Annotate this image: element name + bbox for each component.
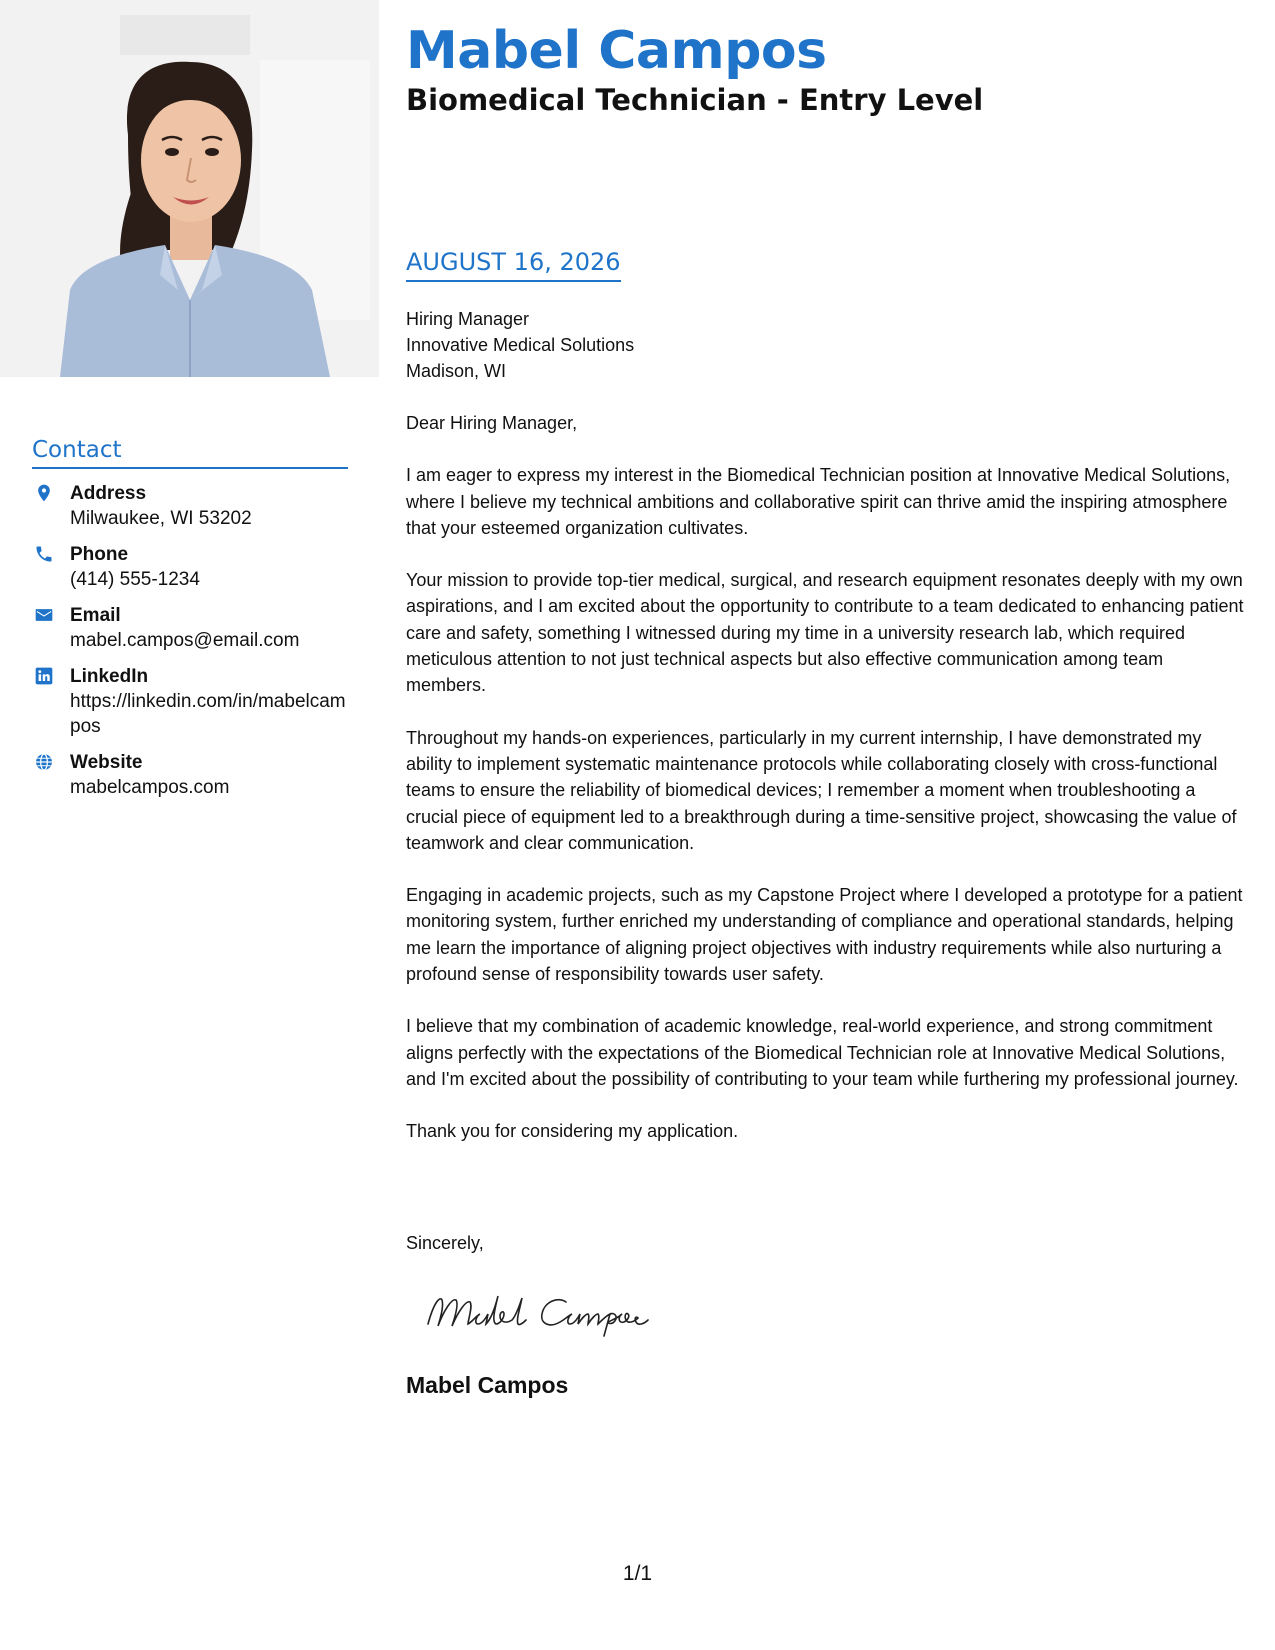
applicant-role: Biomedical Technician - Entry Level — [406, 83, 984, 117]
letter-paragraph: Your mission to provide top-tier medical, surgical, and research equipment resonates deeply with my own aspirations, and I am excited about the opportunity to contribute to a team dedicated to enhancing patient care and safety, something I witnessed during my time in a university research lab, which required meticulous attention to not just technical aspects but also effective communication among team members. — [406, 570, 1244, 696]
closing: Sincerely, — [406, 1233, 484, 1253]
envelope-icon — [34, 605, 54, 625]
contact-address — [32, 481, 348, 531]
letter-paragraph: Thank you for considering my application. — [406, 1121, 739, 1142]
linkedin-label: LinkedIn — [70, 666, 149, 687]
letter-header — [406, 20, 1246, 118]
page-number: 1/1 — [622, 1562, 653, 1585]
contact-heading: Contact — [32, 435, 348, 469]
letter-body — [406, 410, 1248, 1171]
address-label: Address — [70, 483, 147, 504]
salutation: Dear Hiring Manager, — [406, 413, 578, 433]
letter-paragraph: I believe that my combination of academic knowledge, real-world experience, and strong commitment aligns perfectly with the expectations of the Biomedical Technician role at Innovative Medical Solutions, and I'm excited about the possibility of contributing to your team while furthering my professional journey. — [406, 1016, 1239, 1089]
globe-icon — [34, 752, 54, 772]
handwritten-signature — [420, 1282, 660, 1342]
recipient-location: Madison, WI — [406, 361, 507, 381]
contact-linkedin — [32, 664, 348, 739]
contact-phone — [32, 542, 348, 592]
phone-icon — [34, 544, 54, 564]
portrait-illustration — [0, 0, 379, 377]
letter-paragraph: I am eager to express my interest in the Biomedical Technician position at Innovative Medical Solutions, where I believe my technical ambitions and collaborative spirit can thrive amid the inspiring atmosphere that your esteemed organization cultivates. — [406, 465, 1231, 538]
linkedin-icon — [34, 666, 54, 686]
phone-value: (414) 555-1234 — [70, 569, 200, 590]
recipient-block — [406, 306, 634, 384]
address-value: Milwaukee, WI 53202 — [70, 508, 252, 529]
recipient-title: Hiring Manager — [406, 309, 530, 329]
signed-name: Mabel Campos — [406, 1372, 569, 1398]
recipient-company: Innovative Medical Solutions — [406, 335, 635, 355]
letter-paragraph: Throughout my hands-on experiences, particularly in my current internship, I have demonstrated my ability to implement systematic maintenance protocols while collaborating closely with cross-functional teams to ensure the reliability of biomedical devices; I remember a moment when troubleshooting a crucial piece of equipment led to a breakthrough during a time-sensitive project, showcasing the value of teamwork and clear communication. — [406, 727, 1237, 853]
sidebar — [32, 435, 348, 800]
letter-paragraph: Engaging in academic projects, such as my Capstone Project where I developed a prototype for a patient monitoring system, further enriched my understanding of compliance and operational standards, helping me learn the importance of aligning project objectives with industry requirements while also nurturing a profound sense of responsibility towards user safety. — [406, 885, 1243, 985]
contact-website — [32, 750, 348, 800]
applicant-name: Mabel Campos — [406, 21, 827, 81]
website-label: Website — [70, 752, 143, 773]
contact-email — [32, 603, 348, 653]
website-value[interactable]: mabelcampos.com — [70, 777, 230, 798]
phone-label: Phone — [70, 544, 129, 565]
email-value[interactable]: mabel.campos@email.com — [70, 630, 300, 651]
map-pin-icon — [34, 483, 54, 503]
letter-date: AUGUST 16, 2026 — [406, 246, 621, 282]
linkedin-value[interactable]: https://linkedin.com/in/mabelcampos — [70, 691, 346, 737]
profile-photo — [0, 0, 379, 377]
email-label: Email — [70, 605, 121, 626]
